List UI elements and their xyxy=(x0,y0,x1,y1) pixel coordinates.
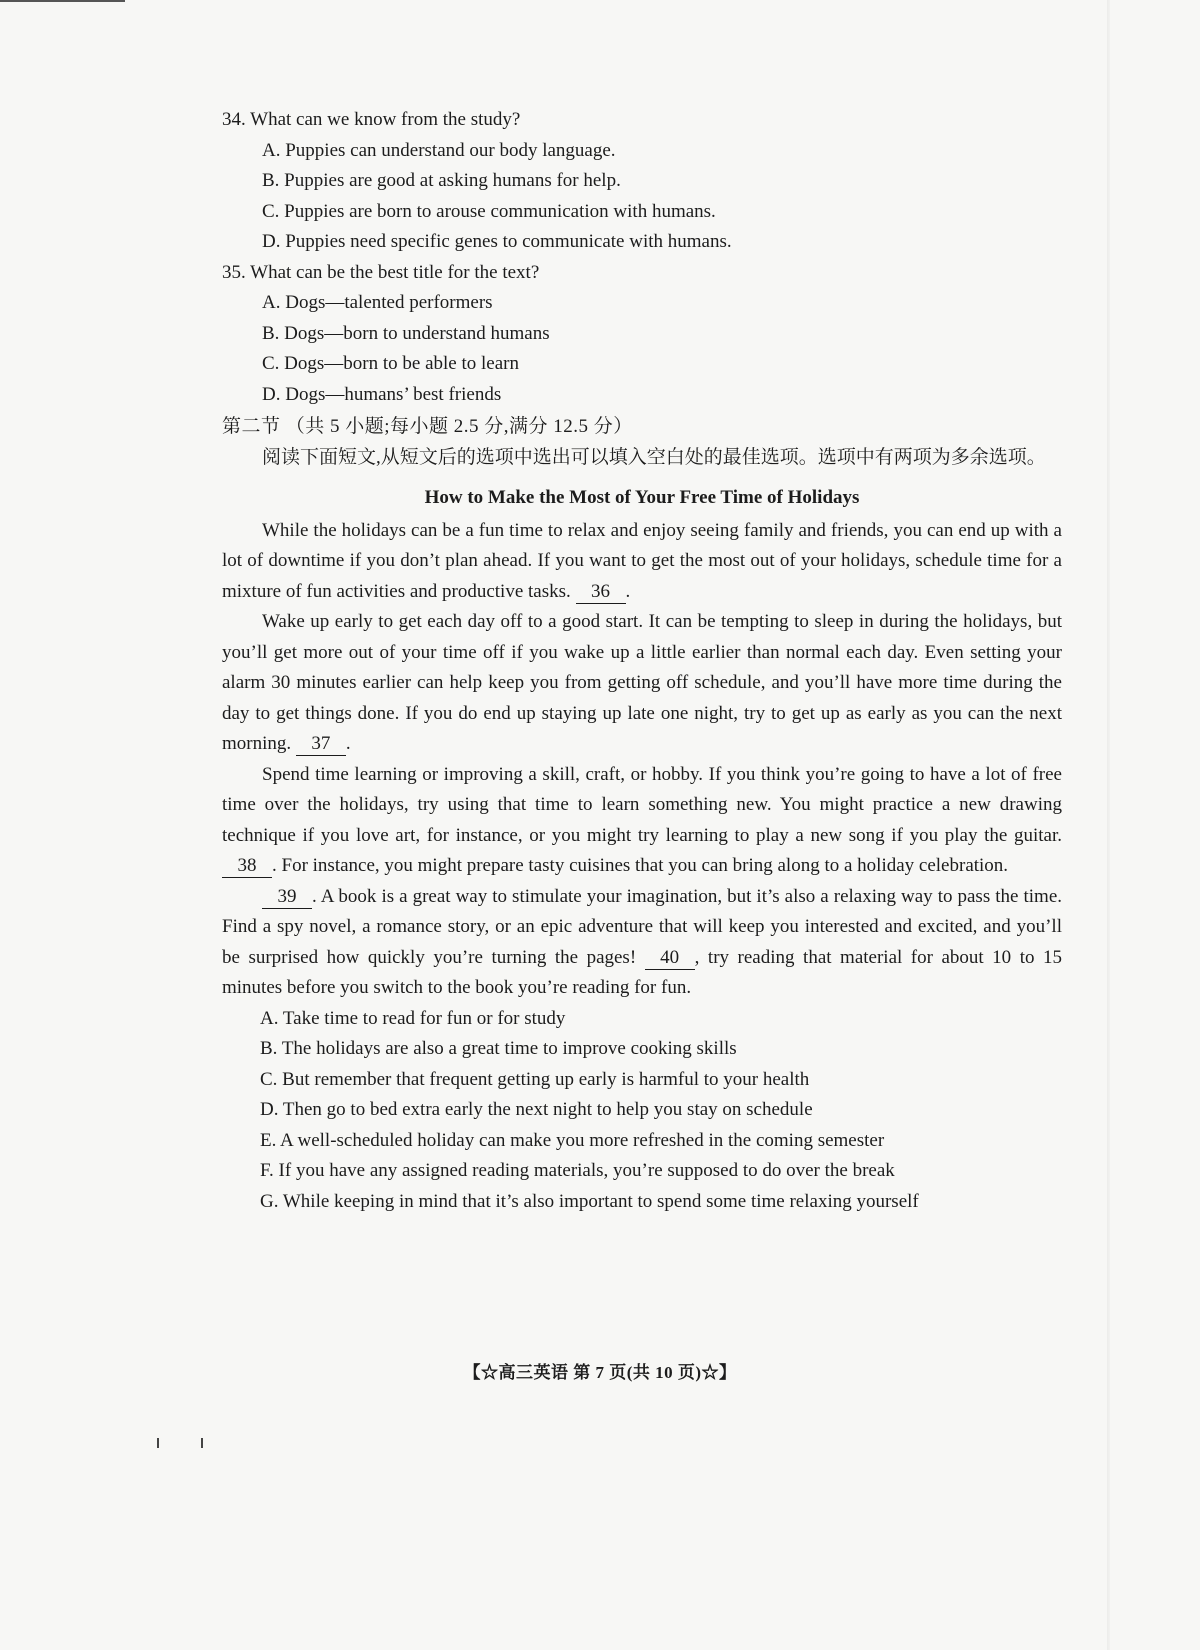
option-c: C. Dogs—born to be able to learn xyxy=(262,353,519,374)
blank-40: 40 xyxy=(645,947,695,970)
scan-mark xyxy=(201,1438,203,1448)
paragraph-text-after: , try reading that material for about 10 to 15 minutes before you switch to the book you’re reading for fun. xyxy=(222,946,1062,998)
answer-choices xyxy=(222,1004,1062,1218)
question-34 xyxy=(222,105,1062,258)
paragraph-end: . xyxy=(345,733,351,754)
paragraph-text-after: . For instance, you might prepare tasty cuisines that you can bring along to a holiday celebration. xyxy=(272,855,1009,876)
choice-f: F. If you have any assigned reading materials, you’re supposed to do over the break xyxy=(260,1160,895,1181)
section-heading: 第二节 （共 5 小题;每小题 2.5 分,满分 12.5 分） xyxy=(222,416,633,437)
blank-38: 38 xyxy=(222,855,272,878)
choice-g: G. While keeping in mind that it’s also important to spend some time relaxing yourself xyxy=(260,1190,919,1212)
paragraph-text: Wake up early to get each day off to a good start. It can be tempting to sleep in during the holidays, but you’ll get more out of your time off if you wake up a little earlier than normal each day. Even setting your alarm 30 minutes earlier can help keep you from getting off schedule, and you’ll have more time during the day to get things done. If you do end up staying up late one night, try to get up as early as you can the next morning. xyxy=(222,611,1062,754)
option-d: D. Puppies need specific genes to communicate with humans. xyxy=(262,231,732,252)
option-a: A. Dogs—talented performers xyxy=(262,292,493,313)
page-footer: 【☆高三英语 第 7 页(共 10 页)☆】 xyxy=(463,1363,737,1382)
scan-mark xyxy=(157,1438,159,1448)
blank-37: 37 xyxy=(296,733,346,756)
choice-d: D. Then go to bed extra early the next night to help you stay on schedule xyxy=(260,1099,813,1120)
question-35 xyxy=(222,258,1062,411)
passage-title: How to Make the Most of Your Free Time of Holidays xyxy=(424,487,860,508)
passage-paragraph-3 xyxy=(222,760,1062,882)
choice-c: C. But remember that frequent getting up early is harmful to your health xyxy=(260,1068,810,1090)
choice-e: E. A well-scheduled holiday can make you more refreshed in the coming semester xyxy=(260,1129,885,1151)
blank-39: 39 xyxy=(262,886,312,909)
passage-paragraph-4 xyxy=(222,882,1062,1004)
scan-edge-mark xyxy=(0,0,125,2)
question-stem: 35. What can be the best title for the text? xyxy=(222,261,540,283)
option-b: B. Dogs—born to understand humans xyxy=(262,322,550,344)
blank-36: 36 xyxy=(576,581,626,604)
option-c: C. Puppies are born to arouse communication with humans. xyxy=(262,200,716,222)
option-b: B. Puppies are good at asking humans for help. xyxy=(262,170,621,191)
section-instruction: 阅读下面短文,从短文后的选项中选出可以填入空白处的最佳选项。选项中有两项为多余选项。 xyxy=(262,446,1046,468)
question-stem: 34. What can we know from the study? xyxy=(222,109,521,130)
paragraph-text: . A book is a great way to stimulate your imagination, but it’s also a relaxing way to pass the time. Find a spy novel, a romance story, or an epic adventure that will keep you interested and excited, and you’ll be surprised how quickly you’re turning the pages! xyxy=(222,885,1062,968)
choice-a: A. Take time to read for fun or for study xyxy=(260,1007,566,1029)
scan-shadow xyxy=(1107,0,1110,1650)
exam-page xyxy=(222,105,1062,1217)
passage-paragraph-1 xyxy=(222,516,1062,608)
paragraph-end: . xyxy=(625,580,631,602)
option-d: D. Dogs—humans’ best friends xyxy=(262,383,502,405)
paragraph-text: While the holidays can be a fun time to relax and enjoy seeing family and friends, you can end up with a lot of downtime if you don’t plan ahead. If you want to get the most out of your holidays, schedule time for a mixture of fun activities and productive tasks. xyxy=(222,519,1062,602)
choice-b: B. The holidays are also a great time to improve cooking skills xyxy=(260,1038,737,1059)
paragraph-text: Spend time learning or improving a skill, craft, or hobby. If you think you’re going to have a lot of free time over the holidays, try using that time to learn something new. You might practice a new drawing technique if you love art, for instance, or you might try learning to play a new song if you play the guitar. xyxy=(222,763,1062,846)
passage-paragraph-2 xyxy=(222,607,1062,760)
option-a: A. Puppies can understand our body language. xyxy=(262,139,616,161)
